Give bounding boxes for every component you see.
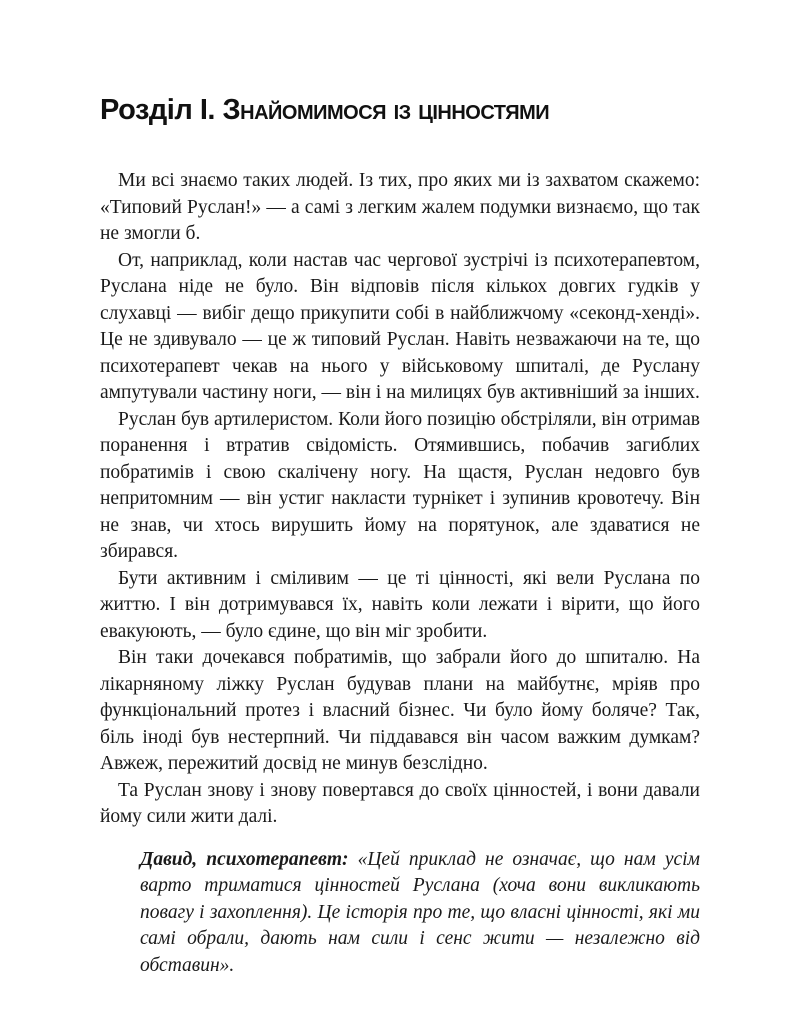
quote-block [140,847,700,980]
paragraph: От, наприклад, коли настав час чергової зустрічі із психотерапевтом, Руслана ніде не було. Він відповів після кількох довгих гудків у слухавці — вибіг дещо прикупити собі в найближчому «секонд-хенді». Це не здивувало — це ж типовий Руслан. Навіть незважаючи на те, що психотерапевт чекав на нього у військовому шпиталі, де Руслану ампутували частину ноги, — він і на милицях був активніший за інших. [100,249,700,403]
paragraph: Та Руслан знову і знову повертався до своїх цінностей, і вони давали йому сили жити далі. [100,779,700,827]
paragraph: Він таки дочекався побратимів, що забрали його до шпиталю. На лікарняному ліжку Руслан будував плани на майбутнє, мріяв про функціональний протез і власний бізнес. Чи було йому боляче? Так, біль іноді був нестерпний. Чи піддавався він часом важким думкам? Авжеж, пережитий досвід не минув безслідно. [100,647,700,774]
quote-speaker: Давид, психотерапевт: [140,848,349,870]
paragraph: Руслан був артилеристом. Коли його позицію обстріляли, він отримав поранення і втратив свідомість. Отямившись, побачив загиблих побратимів і свою скалічену ногу. На щастя, Руслан недовго був непритомним — він устиг накласти турнікет і зупинив кровотечу. Він не знав, чи хтось вирушить йому на порятунок, але здаватися не збирався. [100,408,700,562]
body-text [100,168,700,831]
page-content [100,92,700,979]
quote-text: «Цей приклад не означає, що нам усім варто триматися цінностей Руслана (хоча вони викликають повагу і захоплення). Це історія про те, що власні цінності, які ми самі обрали, дають нам сили і сенс жити — незалежно від обставин». [140,848,700,976]
chapter-title-rest: найомимося із цінностями [240,94,550,126]
paragraph: Бути активним і сміливим — це ті цінності, які вели Руслана по життю. І він дотримувався їх, навіть коли лежати і вірити, що його евакуюють, — було єдине, що він міг зробити. [100,567,700,642]
chapter-title [100,92,700,128]
chapter-title-lead: Розділ I. З [100,94,241,126]
paragraph: Ми всі знаємо таких людей. Із тих, про яких ми із захватом скажемо: «Типовий Руслан!» — а самі з легким жалем подумки визнаємо, що так не змогли б. [100,170,700,244]
